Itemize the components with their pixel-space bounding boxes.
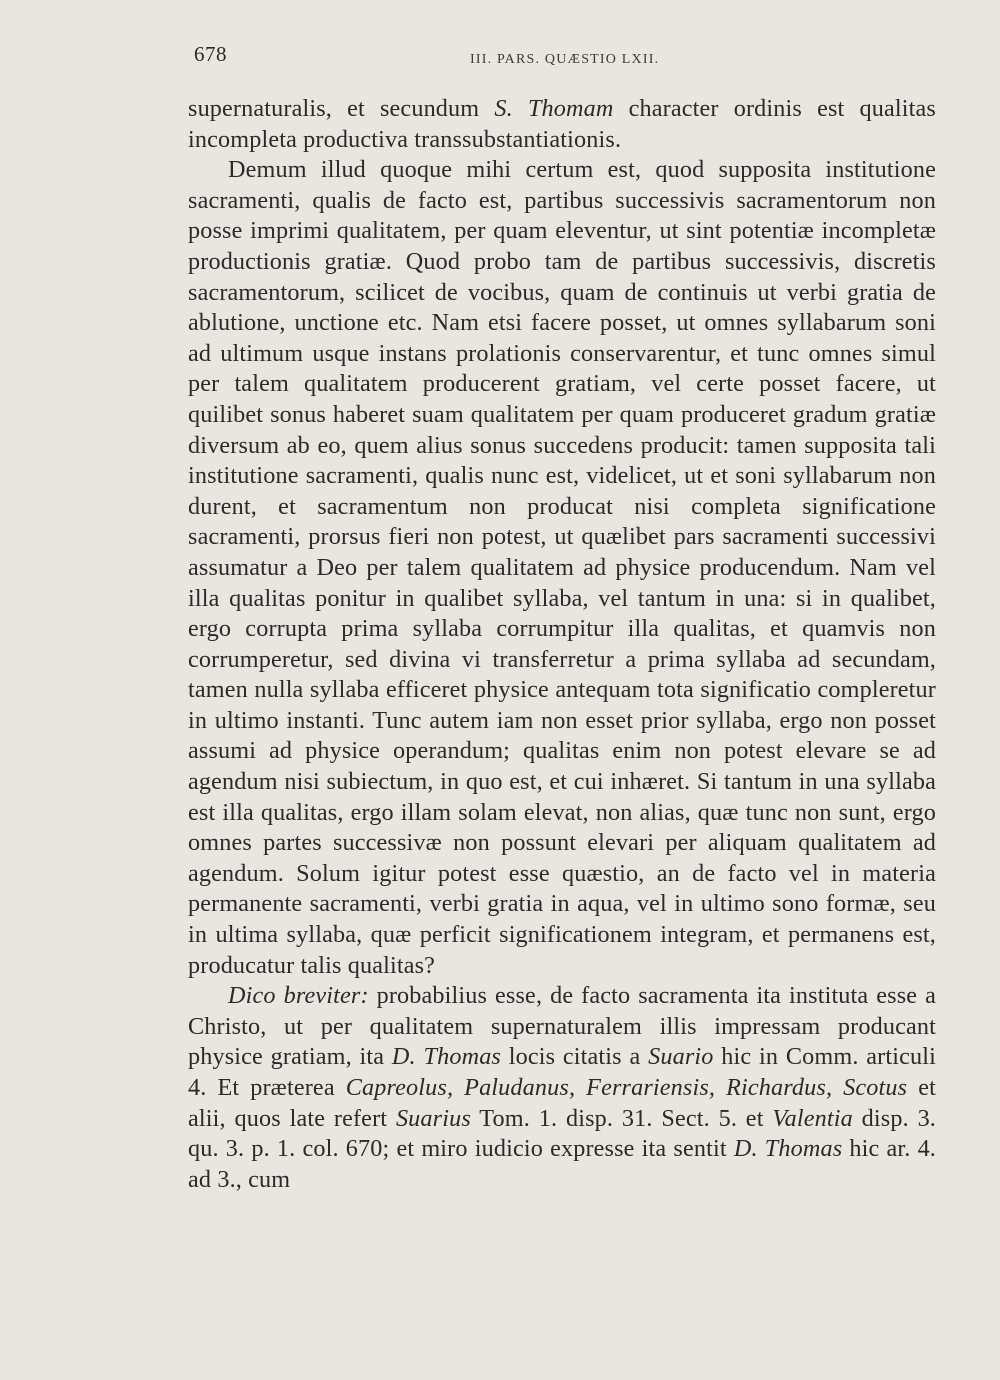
- text-run-italic: Suarius: [395, 1104, 471, 1132]
- text-run-italic: Dico breviter:: [228, 982, 369, 1010]
- text-run-italic: Capreolus, Paludanus, Ferrariensis, Richardus, Scotus: [345, 1074, 908, 1101]
- page-header: [188, 36, 936, 76]
- paragraph-2: [188, 155, 936, 981]
- text-run: Tom. 1. disp. 31. Sect. 5. et: [470, 1104, 773, 1132]
- text-run-italic: S. Thomam: [494, 95, 614, 122]
- body-text: [188, 94, 936, 1195]
- text-run: character ordinis est qualitas incompleta productiva transsubstantiationis.: [188, 95, 936, 153]
- paragraph-1: [188, 94, 936, 155]
- text-run-italic: D. Thomas: [733, 1135, 843, 1163]
- text-run: hic in Comm. articuli 4. Et præterea: [188, 1043, 936, 1101]
- text-run: probabilius esse, de facto sacramenta ita instituta esse a Christo, ut per qualitatem supernaturalem illis impressam producant physice gratiam, ita: [188, 982, 936, 1071]
- text-run: et alii, quos late refert: [188, 1074, 936, 1132]
- paragraph-3: [188, 981, 936, 1195]
- text-run-italic: Valentia: [772, 1104, 853, 1132]
- text-run-italic: D. Thomas: [391, 1043, 501, 1071]
- text-run: supernaturalis, et secundum: [188, 95, 495, 122]
- page-number: 678: [194, 42, 227, 66]
- text-run-italic: Suario: [648, 1043, 714, 1071]
- text-run: Demum illud quoque mihi certum est, quod supposita institutione sacramenti, qualis de facto est, partibus successivis sacramentorum non posse imprimi qualitatem, per quam eleventur, ut sint potentiæ incompletæ productionis gratiæ. Quod probo tam de partibus successivis, discretis sacramentorum, scilicet de vocibus, quam de continuis ut verbi gratia de ablutione, unctione etc. Nam etsi facere posset, ut omnes syllabarum soni ad ultimum usque instans prolationis conservarentur, et tunc omnes simul per talem qualitatem producerent gratiam, vel certe posset facere, ut quilibet sonus haberet suam qualitatem per quam produceret gradum gratiæ diversum ab eo, quem alius sonus succedens producit: tamen supposita tali institutione sacramenti, qualis nunc est, videlicet, ut et soni syllabarum non durent, et sacramentum non producat nisi completa significatione sacramenti, prorsus fieri non potest, ut quælibet pars sacramenti successivi assumatur a Deo per talem qualitatem ad physice producendum. Nam vel illa qualitas ponitur in qualibet syllaba, vel tantum in una: si in qualibet, ergo corrupta prima syllaba corrumpitur illa qualitas, et quamvis non corrumperetur, sed divina vi transferretur a prima syllaba ad secundam, tamen nulla syllaba efficeret physice antequam tota significatio compleretur in ultimo instanti. Tunc autem iam non esset prior syllaba, ergo non posset assumi ad physice operandum; qualitas enim non potest elevare se ad agendum nisi subiectum, in quo est, et cui inhæret. Si tantum in una syllaba est illa qualitas, ergo illam solam elevat, non alias, quæ tunc non sunt, ergo omnes partes successivæ non possunt elevari per aliquam qualitatem ad agendum. Solum igitur potest esse quæstio, an de facto vel in materia permanente sacramenti, verbi gratia in aqua, vel in ultimo sono formæ, seu in ultima syllaba, quæ perficit significationem integram, et permanens est, producatur talis qualitas?: [188, 156, 936, 979]
- text-run: locis citatis a: [501, 1043, 649, 1071]
- running-head: III. PARS. QUÆSTIO LXII.: [470, 52, 660, 67]
- text-run: hic ar. 4. ad 3., cum: [188, 1135, 937, 1193]
- text-run: disp. 3. qu. 3. p. 1. col. 670; et miro iudicio expresse ita sentit: [188, 1104, 937, 1163]
